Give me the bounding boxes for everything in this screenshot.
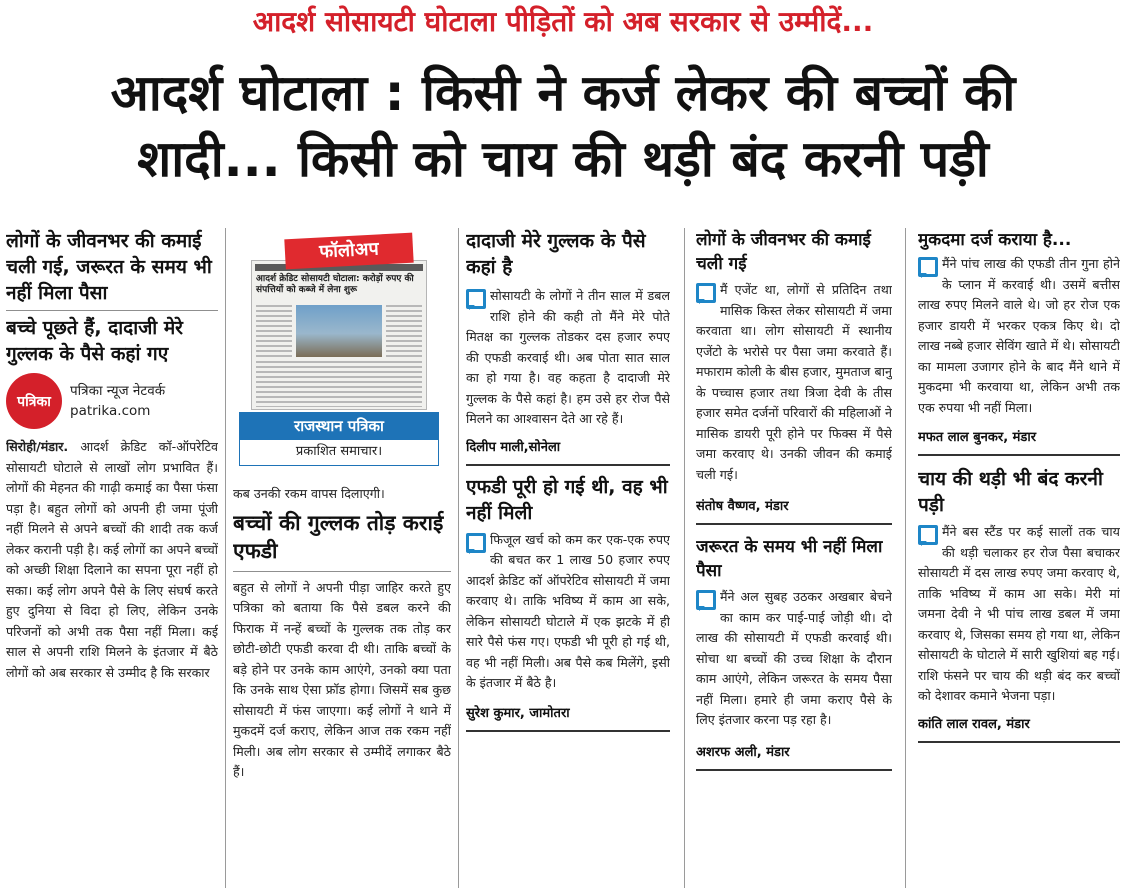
divider	[918, 741, 1120, 743]
followup-clipping	[233, 230, 447, 480]
credit-network: पत्रिका न्यूज नेटवर्क	[70, 383, 166, 399]
col4-body-1-text: मैं एजेंट था, लोगों से प्रतिदिन तथा मासिक किस्त लेकर सोसायटी में जमा करवाता था। लोग सोसायटी में स्थानीय एजेंटो के भरोसे पर पैसा जमा करवाते हैं। मफाराम कोली के बीस हजार, मुमताज बानु के पच्चास हजार तथा त्रिजा देवी के तीस हजार समेत दर्जनों परिवारों की महिलाओं ने मासिक डायरी पूरी होने पर फिक्स में पैसे जमा करवाए थे। उनकी जीवन की कमाई चली गई।	[696, 282, 892, 482]
col4-byline-1: संतोष वैष्णव, मंडार	[696, 499, 789, 514]
source-box-title: राजस्थान पत्रिका	[239, 412, 439, 440]
col5-body-1-text: मैंने पांच लाख की एफडी तीन गुना होने के प्लान में करवाई थी। उसमें बत्तीस लाख रुपए मिलने वाले थे। जो हर रोज एक हजार डायरी में भरकर एकत्र किए थे। दो लाख नब्बे हजार सेविंग खाते में थे। सोसायटी का मामला उजागर होने के बाद मैंने थाने में मुकदमा भी करवाया था, लेकिन अभी तक एक रुपया भी नहीं मिला।	[918, 256, 1120, 415]
divider	[696, 769, 892, 771]
column-divider	[684, 228, 685, 888]
col5-body-2-text: मैंने बस स्टैंड पर कई सालों तक चाय की थड़ी चलाकर हर रोज पैसा बचाकर सोसायटी में दस लाख रुपए जमा करवाए थे, ताकि भविष्य में काम आ सके। मेरी मां जमना देवी ने भी पांच लाख डबल में जमा करवाए थे, जिसका समय हो गया था, लेकिन सोसायटी के घोटाले में सारी खुशियां बह गई। राशि फंसने पर चाय की थड़ी बंद कर बच्चों को देशावर कमाने भेजना पड़ा।	[918, 524, 1120, 703]
patrika-logo: पत्रिका	[6, 373, 62, 429]
divider	[696, 523, 892, 525]
col4-body-1	[696, 280, 892, 485]
col3-subheading-1: दादाजी मेरे गुल्लक के पैसे कहां है	[466, 230, 646, 278]
divider	[466, 464, 670, 466]
column-divider	[905, 228, 906, 888]
col1-body-text: आदर्श क्रेडिट कॉ-ऑपरेटिव सोसायटी घोटाले से लाखों लोग प्रभावित हैं। लोगों की मेहनत की गाढ़ी कमाई का पैसा फंसा पड़ा है। बहुत लोगों को अपनी ही जमा पूंजी नहीं मिलने से अपने बच्चों की शादी तक कर्ज लेकर करानी पड़ी है। कई लोगों का अपने बच्चों को अच्छी शिक्षा दिलाने का सपना पूरा नहीं हो सका। कई लोग अपने पैसे के लिए संघर्ष करते हुए दुनिया से विदा हो लिए, लेकिन उनके परिजनों को अभी तक पैसा नहीं मिला। कई साल से अपनी राशि मिलने के इंतजार में बैठे लोगों को अब सरकार से उम्मीद है कि सरकार	[6, 439, 218, 680]
col4-body-2-text: मैंने अल सुबह उठकर अखबार बेचने का काम कर पाई-पाई जोड़ी थी। दो लाख की सोसायटी में एफडी करवाई थी। सोचा था बच्चों की उच्च शिक्षा के दौरान काम आएंगे, लेकिन जरूरत के समय पैसा नहीं मिला। हमारे ही जमा कराए पैसे के लिए इंतजार करना पड़ रहा है।	[696, 589, 892, 727]
col3-body-1-text: सोसायटी के लोगों ने तीन साल में डबल राशि होने की कही तो मैंने मेरे पोते मितक्ष का गुल्लक तोडकर दस हजार रुपए की एफडी करवाई थी। अब पोता सात साल का हो गया है। वह कहता है दादाजी मेरे गुल्लक के पैसे कहां है। हम उसे हर रोज पैसे मिलने का आश्वासन देते आ रहे हैं।	[466, 288, 670, 426]
column-divider	[458, 228, 459, 888]
column-divider	[225, 228, 226, 888]
news-credit	[6, 373, 218, 429]
quote-icon	[696, 590, 714, 610]
col2-carry-over: कब उनकी रकम वापस दिलाएगी।	[233, 486, 385, 501]
col5-body-1	[918, 254, 1120, 418]
clip-headline: आदर्श क्रेडिट सोसायटी घोटाला: करोड़ों रुपए की संपत्तियों को कब्जे में लेना शुरू	[256, 274, 414, 295]
quote-icon	[466, 533, 484, 553]
kicker-headline: आदर्श सोसायटी घोटाला पीड़ितों को अब सरकार से उम्मीदें...	[252, 5, 874, 38]
col1-body	[6, 437, 218, 683]
main-headline	[0, 60, 1126, 192]
col1-subheading-1: लोगों के जीवनभर की कमाई चली गई, जरूरत के समय भी नहीं मिला पैसा	[6, 230, 212, 304]
col3-body-2	[466, 530, 670, 694]
quote-icon	[918, 257, 936, 277]
col1-subheading-2: बच्चे पूछते हैं, दादाजी मेरे गुल्लक के पैसे कहां गए	[6, 317, 183, 365]
col4-body-2	[696, 587, 892, 731]
col5-byline-2: कांति लाल रावल, मंडार	[918, 716, 1030, 732]
col4-byline-2: अशरफ अली, मंडार	[696, 744, 790, 760]
col4-subheading-1: लोगों के जीवनभर की कमाई चली गई	[696, 230, 871, 274]
divider	[6, 310, 218, 311]
newspaper-clipping-image	[251, 260, 427, 410]
headline-line-1: आदर्श घोटाला : किसी ने कर्ज लेकर की बच्चों की	[110, 64, 1016, 122]
column-1	[6, 228, 218, 890]
col3-body-2-text: फिजूल खर्च को कम कर एक-एक रुपए की बचत कर 1 लाख 50 हजार रुपए आदर्श क्रेडिट कॉ ऑपरेटिव सोसायटी में जमा करवाए थे। ताकि भविष्य में काम आ सके, लेकिन सोसायटी घोटाले में एक झटके में ही सारे पैसे फंस गए। एफडी भी पूरी हो गई थी, वह भी नहीं मिली। अब पैसे कब मिलेंगे, इसी के इंतजार में बैठे है।	[466, 531, 670, 690]
credit-website: patrika.com	[70, 403, 151, 419]
quote-icon	[466, 289, 484, 309]
clip-text-left	[256, 305, 292, 357]
headline-line-2: शादी... किसी को चाय की थड़ी बंद करनी पड़ी	[137, 130, 989, 188]
divider	[466, 730, 670, 732]
column-2	[233, 228, 451, 890]
column-4	[696, 228, 892, 890]
column-5	[918, 228, 1120, 890]
col5-subheading-2: चाय की थड़ी भी बंद करनी पड़ी	[918, 468, 1103, 516]
clip-text-lines	[256, 361, 422, 407]
quote-icon	[696, 283, 714, 303]
col5-byline-1: मफत लाल बुनकर, मंडार	[918, 430, 1037, 445]
col2-subheading: बच्चों की गुल्लक तोड़ कराई एफडी	[233, 510, 444, 563]
column-3	[466, 228, 670, 890]
credit-text	[70, 381, 165, 421]
col5-subheading-1: मुकदमा दर्ज कराया है...	[918, 230, 1072, 250]
clip-photo	[296, 305, 382, 357]
quote-icon	[918, 525, 936, 545]
divider	[918, 454, 1120, 456]
col3-byline-1: दिलीप माली,सोनेला	[466, 439, 561, 455]
col2-body: बहुत से लोगों ने अपनी पीड़ा जाहिर करते हुए पत्रिका को बताया कि पैसे डबल करने की फिराक में नन्हें बच्चों के गुल्लक तक तोड़ कर छोटी-छोटी एफडी करवा दी थी। ताकि बच्चों के बड़े होने पर उनके काम आएंगे, उनको क्या पता कि उनके साथ ऐसा फ्रॉड होगा। जिसमें सब कुछ सोसायटी में फंस जाएगा। कई लोगों ने थाने में मुकदमें दर्ज कराए, लेकिन आज तक रकम नहीं मिली। अब लोग सरकार से उम्मीदें लगाकर बैठे हैं।	[233, 579, 451, 779]
followup-tag: फॉलोअप	[284, 233, 413, 270]
col4-subheading-2: जरूरत के समय भी नहीं मिला पैसा	[696, 537, 883, 581]
source-box-subtitle: प्रकाशित समाचार।	[239, 440, 439, 466]
col5-body-2	[918, 522, 1120, 707]
clip-text-right	[386, 305, 422, 357]
dateline: सिरोही/मंडार.	[6, 439, 69, 454]
divider	[233, 571, 451, 572]
col3-body-1	[466, 286, 670, 430]
col3-byline-2: सुरेश कुमार, जामोतरा	[466, 705, 570, 721]
col3-subheading-2: एफडी पूरी हो गई थी, वह भी नहीं मिली	[466, 475, 668, 524]
